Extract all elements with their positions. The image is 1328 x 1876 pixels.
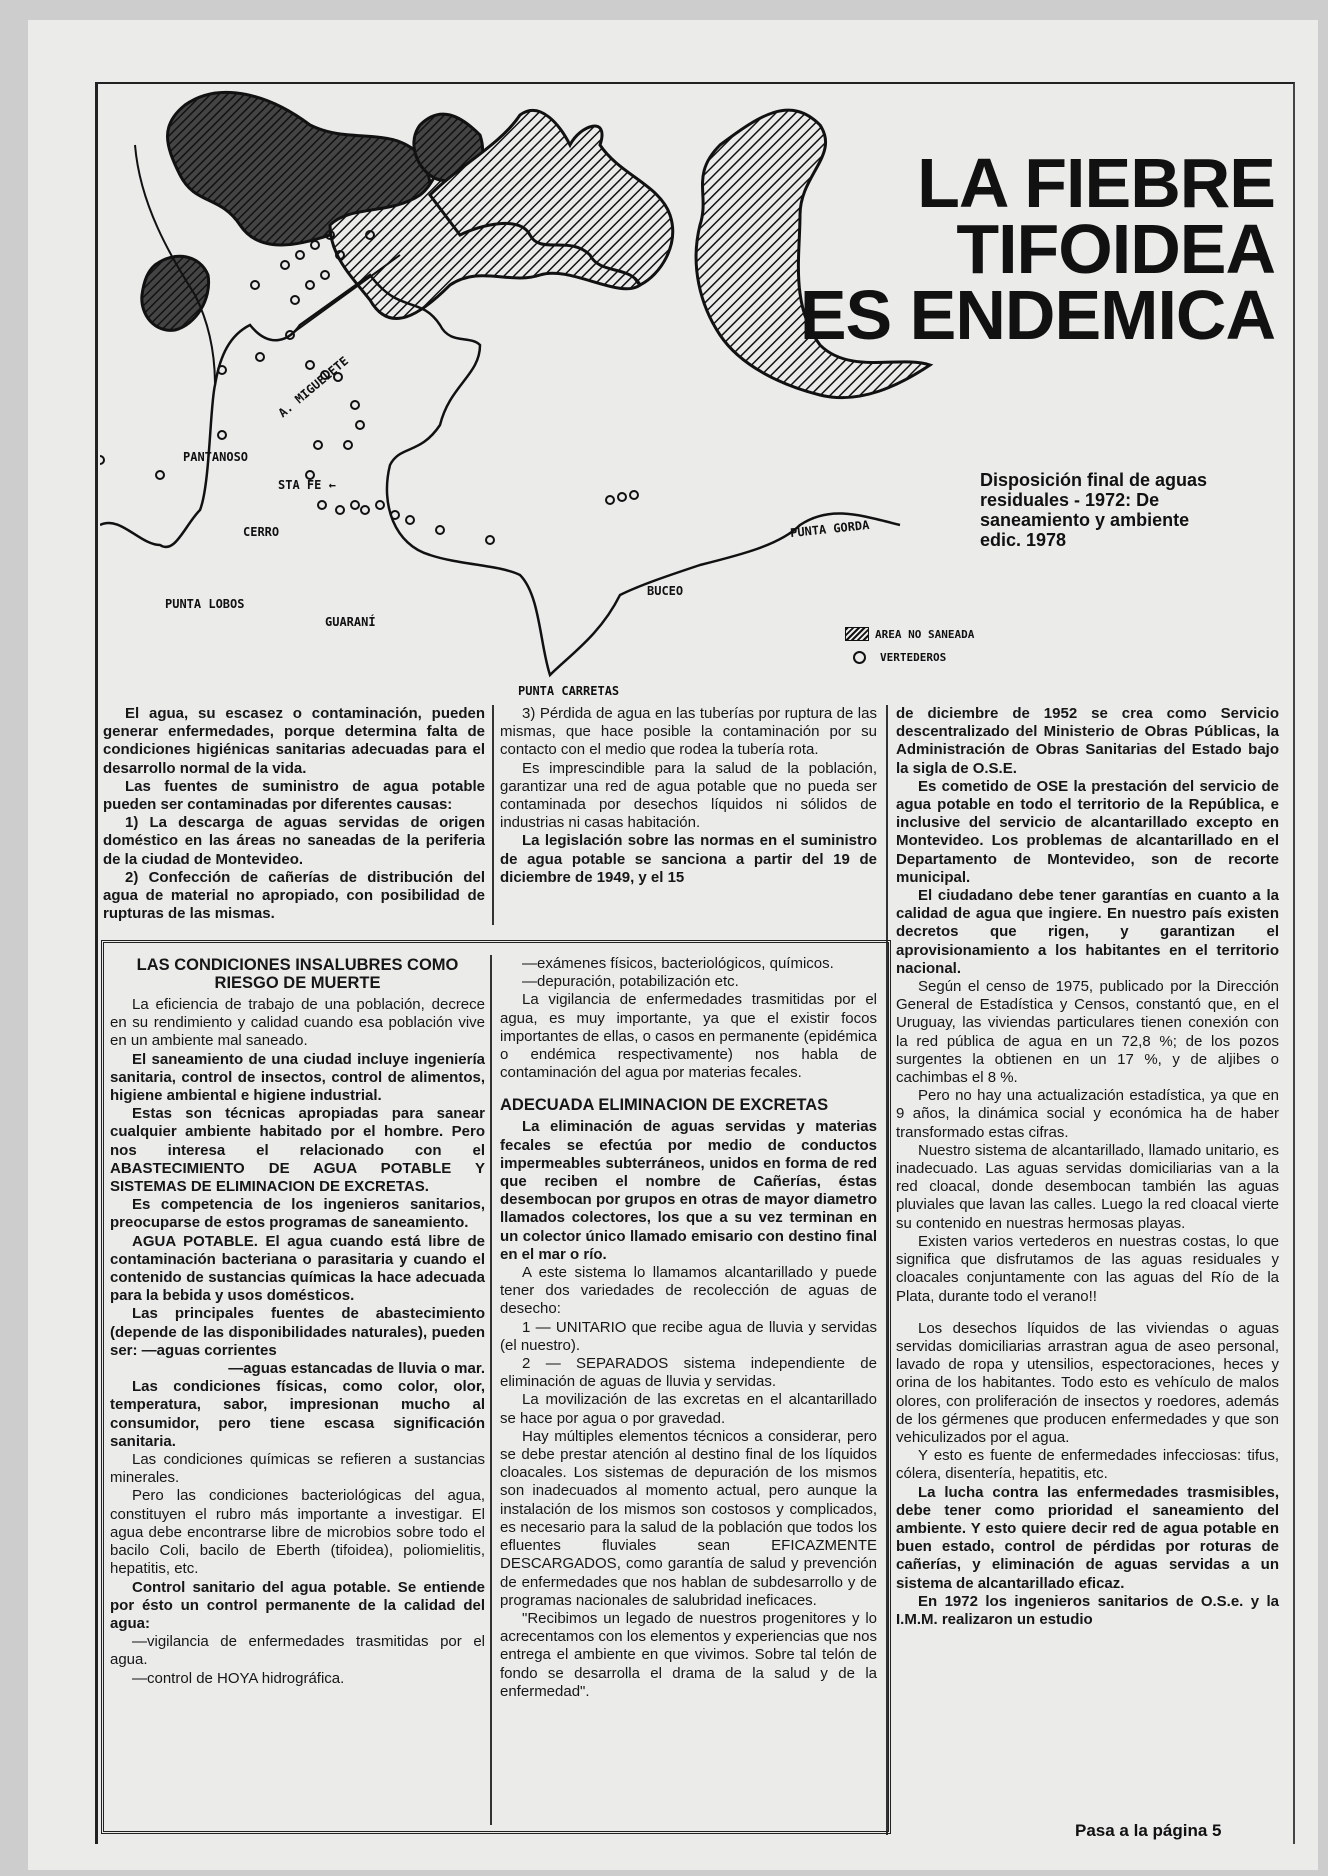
continued-on-page-link[interactable]: Pasa a la página 5 [1075,1821,1222,1840]
legend-item [845,651,974,664]
sidebar-column-2 [500,955,877,1701]
circle-marker-icon [853,651,866,664]
paragraph: Las condiciones químicas se refieren a sustancias minerales. [110,1451,485,1487]
paragraph: AGUA POTABLE. El agua cuando está libre de contaminación bacteriana o parasitaria y cuando el contenido de sustancias químicas la hace adecuada para la bebida y usos domésticos. [110,1232,485,1305]
map-label-buceo: BUCEO [647,584,684,598]
paragraph: La eficiencia de trabajo de una población, decrece en su rendimiento y calidad cuando esa población vive en un ambiente mal saneado. [110,996,485,1050]
column-rule [492,705,494,925]
headline [640,144,1275,354]
paragraph: Control sanitario del agua potable. Se entiende por ésto un control permanente de la calidad del agua: [110,1578,485,1632]
paragraph: de diciembre de 1952 se crea como Servicio descentralizado del Ministerio de Obras Públicas, la Administración de Obras Sanitarias del Estado bajo la sigla de O.S.E. [896,705,1279,777]
article-column-2-top [500,705,877,887]
paragraph: Pero las condiciones bacteriológicas del agua, constituyen el rubro más importante a investigar. El agua debe encontrarse libre de microbios sobre todo el bacilo Coli, bacilo de Eberth (tifoidea), poliomielitis, hepatitis, etc. [110,1487,485,1578]
paragraph: La vigilancia de enfermedades trasmitidas por el agua, es muy importante, ya que el existir focos importantes de ellas, o casos en permanente (epidémica o endémica respectivamente) nos habla de contaminación del agua por materias fecales. [500,991,877,1082]
paragraph: Es cometido de OSE la prestación del servicio de agua potable en todo el territorio de la República, e inclusive del servicio de alcantarillado excepto en Montevideo. Los problemas de alcantarillado en el Departamento de Montevideo, son de recorte municipal. [896,777,1279,886]
headline-line: ES ENDEMICA [799,276,1275,354]
paragraph: 2) Confección de cañerías de distribución del agua de material no apropiado, con posibilidad de rupturas de las mismas. [103,868,485,923]
map-label-punta-gorda: PUNTA GORDA [789,517,870,541]
paragraph: Las fuentes de suministro de agua potable pueden ser contaminadas por diferentes causas: [103,777,485,814]
paragraph: 3) Pérdida de agua en las tuberías por ruptura de las mismas, que hace posible la contaminación por su contacto con el medio que rodea la tubería rota. [500,705,877,759]
paragraph: El agua, su escasez o contaminación, pueden generar enfermedades, porque determina falta de condiciones higiénicas sanitarias adecuadas para el desarrollo normal de la vida. [103,705,485,777]
paragraph: El saneamiento de una ciudad incluye ingeniería sanitaria, control de insectos, control de alimentos, higiene ambiental e higiene industrial. [110,1050,485,1105]
paragraph: —exámenes físicos, bacteriológicos, químicos. [522,955,834,972]
column-rule [490,955,492,1825]
paragraph: Y esto es fuente de enfermedades infecciosas: tifus, cólera, disentería, hepatitis, etc. [896,1447,1279,1483]
map-label-santa-fe: STA FE ← [278,478,336,492]
paragraph: En 1972 los ingenieros sanitarios de O.S.e. y la I.M.M. realizaron un estudio [896,1592,1279,1628]
paragraph: —aguas estancadas de lluvia o mar. [228,1360,485,1378]
map-label-pantanoso: PANTANOSO [183,450,249,464]
paragraph: "Recibimos un legado de nuestros progenitores y lo acrecentamos con los elementos y experiencias que nos entrega el ambiente en que vivimos. Sobre tal telón de fondo se desarrolla el drama de la salud y de la enfermedad". [500,1609,877,1700]
article-column-1-top [103,705,485,923]
paragraph: Las condiciones físicas, como color, olor, temperatura, sabor, impresionan mucho al consumidor, pero tiene escasa significación sanitaria. [110,1378,485,1450]
map-label-punta-lobos: PUNTA LOBOS [165,597,245,611]
map-label-migueletes: A. MIGUELETE [275,353,352,421]
paragraph: Hay múltiples elementos técnicos a considerar, pero se debe prestar atención al destino final de los líquidos cloacales. Los sistemas de depuración de los mismos son inadecuados al momento actual, pero aunque la instalación de los mismos son costosos y complicados, es necesario para la salud de la población que todos los efluentes fluviales sean EFICAZMENTE DESCARGADOS, como garantía de salud y prevención de enfermedades que nos hablan de subdesarrollo y de programas nacionales de salubridad ineficaces. [500,1427,877,1609]
article-column-3 [896,705,1279,1629]
paragraph: Es imprescindible para la salud de la población, garantizar una red de agua potable que no pueda ser contaminada por desechos líquidos ni sólidos de industrias ni casas habitación. [500,759,877,832]
paragraph: —control de HOYA hidrográfica. [132,1669,345,1687]
paragraph: —depuración, potabilización etc. [522,973,739,991]
map-label-punta-carretas: PUNTA CARRETAS [518,684,620,698]
legend-label: VERTEDEROS [880,651,947,664]
paragraph: Nuestro sistema de alcantarillado, llamado unitario, es inadecuado. Las aguas servidas domiciliarias van a la red cloacal, donde desembocan también las aguas pluviales que lavan las calles. Luego la red cloacal vierte su contenido en nuestras hermosas playas. [896,1141,1279,1232]
legend-label: AREA NO SANEADA [875,627,975,641]
paragraph: Estas son técnicas apropiadas para sanear cualquier ambiente habitado por el hombre. Pero nos interesa el relacionado con el ABASTECIMIENTO DE AGUA POTABLE Y SISTEMAS DE ELIMINACION DE EXCRETAS. [110,1105,485,1196]
paragraph: La lucha contra las enfermedades trasmisibles, debe tener como prioridad el saneamiento del ambiente. Y esto quiere decir red de agua potable en buen estado, control de pérdidas por roturas de cañerías, y eliminación de aguas servidas a un sistema de alcantarillado eficaz. [896,1483,1279,1592]
paragraph: Es competencia de los ingenieros sanitarios, preocuparse de estos programas de saneamiento. [110,1196,485,1232]
paragraph: La legislación sobre las normas en el suministro de agua potable se sanciona a partir del 19 de diciembre de 1949, y el 15 [500,832,877,886]
map-legend [845,627,974,674]
paragraph: La movilización de las excretas en el alcantarillado se hace por agua o por gravedad. [500,1391,877,1427]
paragraph: 1) La descarga de aguas servidas de origen doméstico en las áreas no saneadas de la periferia de la ciudad de Montevideo. [103,814,485,868]
sidebar-heading: LAS CONDICIONES INSALUBRES COMO RIESGO DE MUERTE [136,956,459,992]
map-caption: Disposición final de aguas residuales - 1972: De saneamiento y ambiente edic. 1978 [980,470,1208,550]
map-label-cerro: CERRO [243,525,280,539]
headline-line: TIFOIDEA [956,210,1275,288]
paragraph: La eliminación de aguas servidas y materias fecales se efectúa por medio de conductos impermeables subterráneos, unidos en forma de red que reciben el nombre de Cañerías, éstas desembocan por grupos en otras de mayor diametro llamados colectores, los que a su vez terminan en un colector único llamado emisario con destino final en el mar o río. [500,1118,877,1263]
paragraph: Según el censo de 1975, publicado por la Dirección General de Estadística y Censos, constantó que, en el Uruguay, las viviendas particulares tienen conexión con la red pública de agua en un 72,8 %; de los pozos surgentes la obtienen en un 17 %, y de aljibes o cachimbas el 8 %. [896,978,1279,1087]
subheading: ADECUADA ELIMINACION DE EXCRETAS [500,1096,829,1115]
paragraph: 2 — SEPARADOS sistema independiente de eliminación de aguas de lluvia y servidas. [500,1355,877,1391]
paragraph: Los desechos líquidos de las viviendas o aguas servidas domiciliarias arrastran agua de aseo personal, lavado de ropa y utensilios, espectoraciones, heces y orina de los habitantes. Todo esto es vehículo de malos olores, con proliferación de insectos y roedores, además de los gérmenes que producen enfermedades y que son vehiculizados por el agua. [896,1319,1279,1446]
paragraph: Pero no hay una actualización estadística, ya que en 9 años, la dinámica social y económica ha de haber transformado estas cifras. [896,1087,1279,1141]
map-label-guarani: GUARANÍ [325,615,376,629]
paragraph: A este sistema lo llamamos alcantarillado y puede tener dos variedades de recolección de aguas de desecho: [500,1264,877,1318]
headline-line: LA FIEBRE [917,144,1275,222]
hatched-area-icon [845,627,869,641]
sidebar-column-1 [110,950,485,1688]
legend-item [845,627,974,641]
paragraph: 1 — UNITARIO que recibe agua de lluvia y servidas (el nuestro). [500,1318,877,1354]
paragraph: Las principales fuentes de abastecimiento (depende de las disponibilidades naturales), pueden ser: —aguas corrientes [110,1305,485,1359]
paragraph: El ciudadano debe tener garantías en cuanto a la calidad de agua que ingiere. En nuestro país existen decretos que rigen, y garantizan el aprovisionamiento a los habitantes en el territorio nacional. [896,887,1279,977]
unsanitized-area-southwest [142,256,209,330]
paragraph: —vigilancia de enfermedades trasmitidas por el agua. [110,1633,485,1669]
paragraph: Existen varios vertederos en nuestras costas, lo que significa que disfrutamos de las aguas residuales y cloacales conjuntamente con las aguas del Río de la Plata, durante todo el verano!! [896,1232,1279,1305]
